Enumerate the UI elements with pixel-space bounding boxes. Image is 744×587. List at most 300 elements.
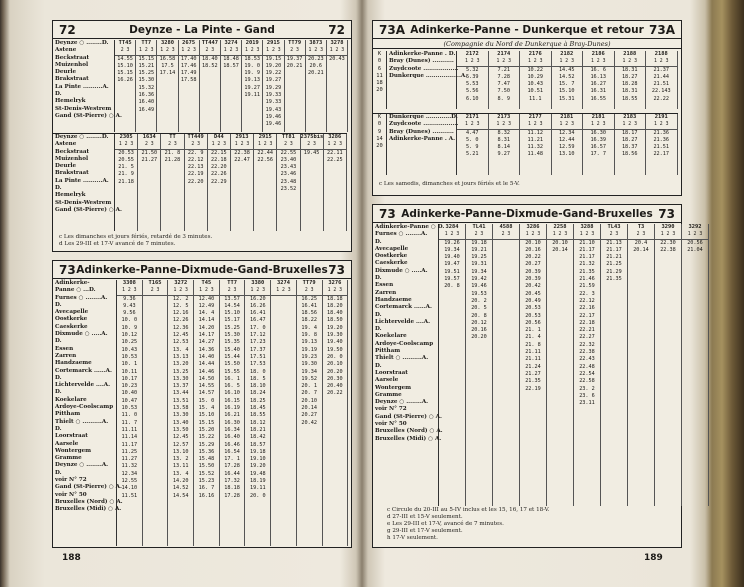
time-cell: 20.27 — [525, 261, 541, 268]
time-cell: 10.22 — [527, 66, 544, 73]
time-cell: 17.37 — [249, 346, 266, 353]
time-cell: 21.17 — [579, 254, 595, 261]
time-cell: 19.40 — [327, 339, 343, 346]
time-cell: 22.27 — [579, 334, 595, 341]
time-cell: 17.32 — [224, 478, 240, 485]
station-name: Cortemarck ......A. — [375, 304, 432, 311]
time-cell: 19.21 — [471, 246, 487, 253]
time-cell: 13.10 — [172, 448, 189, 455]
train-number: TT81 — [281, 134, 295, 140]
train-class: 1 2 3 — [194, 287, 219, 295]
time-cell: 11. 7 — [121, 419, 138, 426]
station-name: Ardoye-Coolscamp — [55, 404, 114, 411]
time-cell: 16.44 — [224, 470, 240, 477]
time-cell: 19.50 — [327, 346, 343, 353]
train-number: 3380 — [251, 280, 265, 286]
train-number: T3 — [637, 224, 645, 230]
time-cell: 21.17 — [606, 246, 622, 253]
station-name: Gramme — [55, 455, 82, 462]
time-cell: 22.47 — [234, 156, 250, 163]
time-cell: 13.50 — [172, 426, 189, 433]
time-cell: 17.51 — [249, 353, 266, 360]
time-cell: 10.43 — [121, 346, 138, 353]
train-number: 3286 — [328, 134, 342, 140]
time-cell: 16.10 — [224, 390, 240, 397]
time-cell: 18.18 — [224, 485, 240, 492]
train-class: 1 2 3 — [489, 121, 520, 129]
time-cell: 19.51 — [444, 268, 460, 275]
time-cell: 22.21 — [579, 327, 595, 334]
train-class: 2 3 — [161, 141, 183, 149]
table-number: 73A — [649, 22, 675, 37]
train-number: 2258 — [553, 224, 567, 230]
time-cell: 15.32 — [138, 84, 155, 91]
time-cell: 15.31 — [558, 95, 575, 102]
time-cell: 16.54 — [224, 448, 240, 455]
station-name: Panne ○ ...D. — [55, 287, 96, 294]
time-cell: 18.40 — [327, 310, 343, 317]
train-column — [301, 134, 324, 231]
time-cell: 21.46 — [579, 276, 595, 283]
table-73a — [372, 20, 682, 196]
time-cell: 18.57 — [249, 441, 266, 448]
train-number: T45 — [201, 280, 212, 286]
train-class: 1 2 3 — [324, 141, 346, 149]
table-73a-note: c Les samedis, dimanches et jours fériés et le 5-V. — [379, 181, 520, 187]
time-cell: 14.54 — [224, 302, 240, 309]
time-cell: 18.42 — [249, 434, 266, 441]
station-name: Dixmude ○ .....A. — [55, 331, 108, 338]
time-cell: 20.21 — [307, 70, 324, 77]
time-cell: 16.57 — [590, 144, 607, 151]
train-class: 1 2 3 — [157, 47, 177, 55]
station-name: D. — [55, 374, 62, 381]
time-cell: 13.25 — [172, 368, 189, 375]
train-class: 1 2 3 — [263, 47, 283, 55]
time-cell: 20.20 — [471, 334, 487, 341]
station-name: Astene — [55, 141, 77, 148]
table-72 — [52, 20, 352, 252]
time-cell: 17.12 — [249, 332, 266, 339]
station-name: Handzaeme — [55, 360, 92, 367]
time-cell: 18.20 — [327, 302, 343, 309]
footnote: e Les 29-III et 17-V, avancé de 7 minutes. — [387, 521, 504, 527]
table-title: Adinkerke-Panne-Dixmude-Gand-Bruxelles — [401, 207, 653, 220]
train-column — [615, 51, 647, 109]
time-cell: 7.28 — [497, 73, 510, 80]
train-column — [161, 134, 184, 231]
time-cell: 15.15 — [117, 70, 133, 77]
station-name: Wontergem — [375, 384, 412, 391]
time-cell: 13.30 — [172, 375, 189, 382]
time-cell: 8.32 — [497, 129, 510, 136]
time-cell: 22.18 — [579, 319, 595, 326]
time-cell: 21.51 — [653, 81, 670, 88]
time-cell: 13.37 — [172, 383, 189, 390]
time-cell: 20. 2 — [471, 297, 487, 304]
time-cell: 21.35 — [606, 276, 622, 283]
time-cell: 18.48 — [223, 55, 239, 62]
train-column — [323, 280, 349, 546]
table-title: Adinkerke-Panne - Dunkerque et retour — [410, 23, 644, 36]
station-name: Dunkerque .............D. — [389, 114, 458, 120]
train-number: TT45 — [118, 40, 132, 46]
time-cell: 22.38 — [660, 246, 676, 253]
train-number: 2186 — [591, 51, 605, 57]
time-cell: 21. 5 — [118, 164, 134, 171]
time-cell: 20.6 — [309, 62, 323, 69]
station-names — [373, 224, 445, 506]
station-name: Dixmude ○ .....A. — [375, 267, 428, 274]
station-name: Pittham — [55, 411, 81, 418]
time-cell: 5.53 — [466, 81, 479, 88]
station-names — [387, 51, 468, 109]
station-name: D. — [375, 238, 382, 245]
time-cell: 19.46 — [471, 283, 487, 290]
time-cell: 8.14 — [497, 144, 510, 151]
station-name: Brakstraat — [55, 170, 89, 177]
time-cell: 18.56 — [301, 310, 317, 317]
station-name: Ardoye-Coolscamp — [375, 340, 434, 347]
time-cell: 11.11 — [121, 426, 138, 433]
train-class: 2 3 — [200, 47, 220, 55]
time-cell: 18.55 — [249, 412, 266, 419]
time-cell: 9.56 — [123, 310, 136, 317]
table-number: 73 — [59, 262, 76, 277]
station-name: voir N° 72 — [375, 406, 407, 413]
time-cell: 22.22 — [653, 95, 670, 102]
time-cell: 14.52 — [558, 73, 575, 80]
time-cell: 14.17 — [198, 332, 215, 339]
train-number: 3286 — [526, 224, 540, 230]
station-name: Handzaeme — [375, 296, 412, 303]
station-name: voir N° 50 — [55, 491, 87, 498]
train-column — [655, 224, 682, 506]
time-cell: 20. 8 — [444, 283, 460, 290]
train-number: 3278 — [330, 40, 344, 46]
station-name: Deynze ○ ........D. — [55, 134, 109, 140]
time-cell: 23.52 — [280, 186, 297, 193]
train-column — [157, 40, 178, 132]
km-value: 14 — [376, 135, 383, 142]
train-class: 1 2 3 — [615, 58, 646, 66]
station-name: Gramme — [375, 391, 402, 398]
time-cell: 19. 4 — [301, 324, 317, 331]
time-cell: 21.25 — [606, 261, 622, 268]
time-cell: 12.44 — [558, 136, 575, 143]
train-column — [489, 114, 521, 175]
time-cell: 13.13 — [172, 353, 189, 360]
train-column — [520, 51, 552, 109]
time-cell: 22.20 — [211, 164, 227, 171]
train-column — [439, 224, 466, 506]
train-class: 1 2 3 — [552, 121, 583, 129]
station-name: Dunkerque ..................A. — [389, 72, 468, 79]
station-names — [53, 40, 122, 132]
station-name: Muizenhol — [55, 155, 89, 162]
time-cell: 15.10 — [558, 88, 575, 95]
time-cell: 22.18 — [211, 156, 227, 163]
time-cell: 18.27 — [621, 73, 638, 80]
train-class: 1 2 3 — [323, 287, 348, 295]
time-cell: 22.32 — [579, 341, 595, 348]
time-cell: 16.21 — [224, 412, 240, 419]
time-cell: 19.23 — [301, 353, 317, 360]
time-cell: 21.04 — [687, 246, 703, 253]
train-column — [138, 134, 161, 231]
time-cell: 22.58 — [579, 378, 595, 385]
time-cell: 18.56 — [621, 151, 638, 158]
time-cell: 16.25 — [301, 295, 317, 302]
train-column — [208, 134, 231, 231]
train-column — [457, 51, 489, 109]
time-cell: 18.18 — [327, 295, 343, 302]
time-cell: 20.20 — [327, 368, 343, 375]
time-cell: 15.10 — [198, 412, 215, 419]
time-cell: 18.27 — [621, 136, 638, 143]
train-class: 1 2 3 — [254, 141, 276, 149]
train-number: 2913 — [235, 134, 249, 140]
time-cell: 21.35 — [525, 378, 541, 385]
time-cell: 15.15 — [198, 419, 215, 426]
station-name: D. — [375, 311, 382, 318]
time-cell: 16. 1 — [224, 375, 240, 382]
time-cell: 18.24 — [249, 390, 266, 397]
page-number: 189 — [644, 553, 663, 563]
time-cell: 18.25 — [249, 397, 266, 404]
train-class: 1 2 3 — [547, 231, 573, 239]
train-number: 2171 — [465, 114, 479, 120]
time-cell: 15.36 — [198, 448, 215, 455]
time-cell: 20.12 — [471, 319, 487, 326]
time-cell: 16.19 — [224, 405, 240, 412]
time-cell: 18.45 — [249, 405, 266, 412]
train-number: 2188 — [623, 51, 637, 57]
station-name: Oostkerke — [375, 253, 408, 260]
time-cell: 18.22 — [301, 317, 317, 324]
table-73-header — [373, 205, 681, 223]
train-column — [306, 40, 327, 132]
time-cell: 11.51 — [121, 492, 138, 499]
time-cell: 16.55 — [590, 95, 607, 102]
time-cell: 12.55 — [121, 478, 138, 485]
time-cell: 11.21 — [527, 136, 544, 143]
train-class: 1 2 3 — [231, 141, 253, 149]
time-cell: 19.31 — [471, 261, 487, 268]
time-cell: 16.16 — [198, 492, 215, 499]
time-cell: 16.27 — [590, 81, 607, 88]
station-names — [53, 134, 122, 231]
station-name: Adinkerke-Panne . A. — [389, 135, 456, 142]
train-column — [242, 40, 263, 132]
time-cell: 20.49 — [525, 297, 541, 304]
train-class: 1 2 3 — [117, 287, 142, 295]
train-column — [231, 134, 254, 231]
time-cell: 16. 5 — [224, 383, 240, 390]
time-cell: 17. 7 — [590, 151, 607, 158]
time-cell: 9.36 — [123, 295, 136, 302]
timetable-grid-upper — [53, 40, 348, 132]
time-cell: 19.10 — [249, 456, 266, 463]
time-cell: 19.22 — [265, 70, 282, 77]
time-cell: 19. 0 — [244, 62, 261, 69]
train-number: 2305 — [119, 134, 133, 140]
time-cell: 22.54 — [579, 370, 595, 377]
time-cell: 6.10 — [466, 95, 479, 102]
time-cell: 14.20 — [198, 324, 215, 331]
time-cell: 16.26 — [117, 77, 133, 84]
time-cell: 18. 5 — [249, 375, 266, 382]
time-cell: 22.17 — [653, 151, 670, 158]
km-value: 18 — [376, 80, 383, 87]
train-number: 2174 — [497, 51, 511, 57]
time-cell: 15.50 — [198, 463, 215, 470]
time-cell: 5.56 — [466, 88, 479, 95]
timetable-grid — [53, 280, 348, 546]
time-cell: 20. 7 — [301, 390, 317, 397]
time-cell: 17.5 — [161, 62, 174, 69]
time-cell: 20.22 — [327, 390, 343, 397]
train-number: 4588 — [499, 224, 513, 230]
train-class: 1 2 3 — [552, 58, 583, 66]
time-cell: 13.51 — [172, 397, 189, 404]
train-column — [520, 114, 552, 175]
time-cell: 20.40 — [327, 383, 343, 390]
station-name: Avecapelle — [55, 309, 89, 316]
km-value: 6 — [377, 65, 382, 72]
time-cell: 22.55 — [280, 149, 297, 156]
time-cell: 14.20 — [172, 478, 189, 485]
time-cell: 11.32 — [121, 463, 138, 470]
km-header: K — [377, 114, 382, 120]
train-class: 1 2 3 — [327, 47, 347, 55]
train-column — [646, 51, 678, 109]
time-cell: 20.4 — [634, 239, 648, 246]
time-cell: 13.20 — [172, 361, 189, 368]
train-column — [601, 224, 628, 506]
time-cell: 14.44 — [198, 361, 215, 368]
time-cell: 22.19 — [187, 171, 204, 178]
time-cell: 19.13 — [301, 339, 317, 346]
km-header: K — [377, 51, 382, 57]
station-name: Bray (Dunes) ........... — [389, 128, 454, 135]
station-name: Hemelryk — [55, 192, 86, 199]
time-cell: 22.43 — [579, 356, 595, 363]
train-column — [682, 224, 709, 506]
train-class: 1 2 3 — [583, 58, 614, 66]
time-cell: 20.53 — [118, 149, 134, 156]
time-cell: 19.30 — [301, 361, 317, 368]
train-class: 1 2 3 — [520, 58, 551, 66]
time-cell: 20.43 — [329, 55, 345, 62]
time-cell: 12.26 — [172, 317, 189, 324]
time-cell: 17. 1 — [224, 456, 240, 463]
time-cell: 16.36 — [138, 92, 155, 99]
train-class: 1 2 3 — [574, 231, 600, 239]
time-cell: 15.25 — [224, 324, 240, 331]
table-number: 72 — [59, 22, 76, 37]
time-cell: 7.47 — [497, 81, 510, 88]
time-cell: 23. 2 — [579, 385, 595, 392]
time-cell: 5.32 — [466, 66, 479, 73]
time-cell: 20.55 — [118, 156, 134, 163]
time-cell: 17.28 — [224, 463, 240, 470]
table-72-header — [53, 21, 351, 39]
time-cell: 21.27 — [525, 370, 541, 377]
time-cell: 10.17 — [121, 375, 138, 382]
time-cell: 17.46 — [180, 62, 197, 69]
time-cell: 5.21 — [466, 151, 479, 158]
time-cell: 20.23 — [307, 55, 324, 62]
time-cell: 14.52 — [172, 485, 189, 492]
time-cell: 21.17 — [579, 246, 595, 253]
time-cell: 16.30 — [224, 419, 240, 426]
station-name: voir N° 72 — [55, 477, 87, 484]
time-cell: 14.46 — [198, 368, 215, 375]
train-number: TT79 — [302, 280, 316, 286]
km-value: 11 — [376, 72, 383, 79]
footnote: c Circule du 20-III au 5-IV inclus et les 15, 16, 17 et 18-V. — [387, 507, 550, 513]
time-cell: 20.14 — [552, 246, 568, 253]
train-column — [297, 280, 323, 546]
train-class: 2 3 — [297, 287, 322, 295]
timetable-grid-outbound — [373, 51, 678, 109]
time-cell: 18.40 — [202, 55, 218, 62]
time-cell: 21.27 — [141, 156, 158, 163]
time-cell: 22.143 — [651, 88, 671, 95]
time-cell: 19.53 — [471, 290, 487, 297]
time-cell: 13.44 — [172, 390, 189, 397]
time-cell: 15.55 — [224, 368, 240, 375]
time-cell: 16.58 — [159, 55, 176, 62]
train-number: 3284 — [445, 224, 459, 230]
time-cell: 20.16 — [525, 246, 541, 253]
train-column — [583, 114, 615, 175]
time-cell: 10. 1 — [121, 361, 138, 368]
station-name: Lichtervelde ....A. — [375, 318, 431, 325]
time-cell: 5. 0 — [466, 136, 479, 143]
station-name: Deynze ○ ........A. — [55, 462, 109, 469]
time-cell: 19.45 — [303, 149, 320, 156]
time-cell: 14.40 — [198, 353, 215, 360]
train-column — [220, 280, 246, 546]
station-name: Furnes ○ ........A. — [55, 294, 108, 301]
station-name: D. — [375, 275, 382, 282]
station-name: Deynze ○ ........A. — [375, 399, 429, 406]
time-cell: 19.18 — [249, 448, 266, 455]
time-cell: 20.53 — [525, 312, 541, 319]
time-cell: 20. 5 — [471, 305, 487, 312]
time-cell: 22.12 — [579, 297, 595, 304]
table-73-left — [52, 260, 352, 548]
train-number: 3288 — [580, 224, 594, 230]
time-cell: 15.20 — [198, 426, 215, 433]
km-value: 9 — [377, 128, 382, 135]
station-name: Deurle — [55, 69, 77, 76]
time-cell: 14. 4 — [198, 310, 215, 317]
station-name: Thielt ○ ..........A. — [55, 418, 109, 425]
time-cell: 16.34 — [224, 426, 240, 433]
train-column — [271, 280, 297, 546]
time-cell: 19.48 — [249, 470, 266, 477]
time-cell: 19. 9 — [244, 70, 261, 77]
time-cell: 22.38 — [234, 149, 250, 156]
time-cell: 8. 9 — [497, 95, 510, 102]
time-cell: 11.25 — [121, 448, 138, 455]
train-number: 2188 — [654, 51, 668, 57]
time-cell: 18.52 — [202, 62, 218, 69]
time-cell: 13.57 — [224, 295, 240, 302]
